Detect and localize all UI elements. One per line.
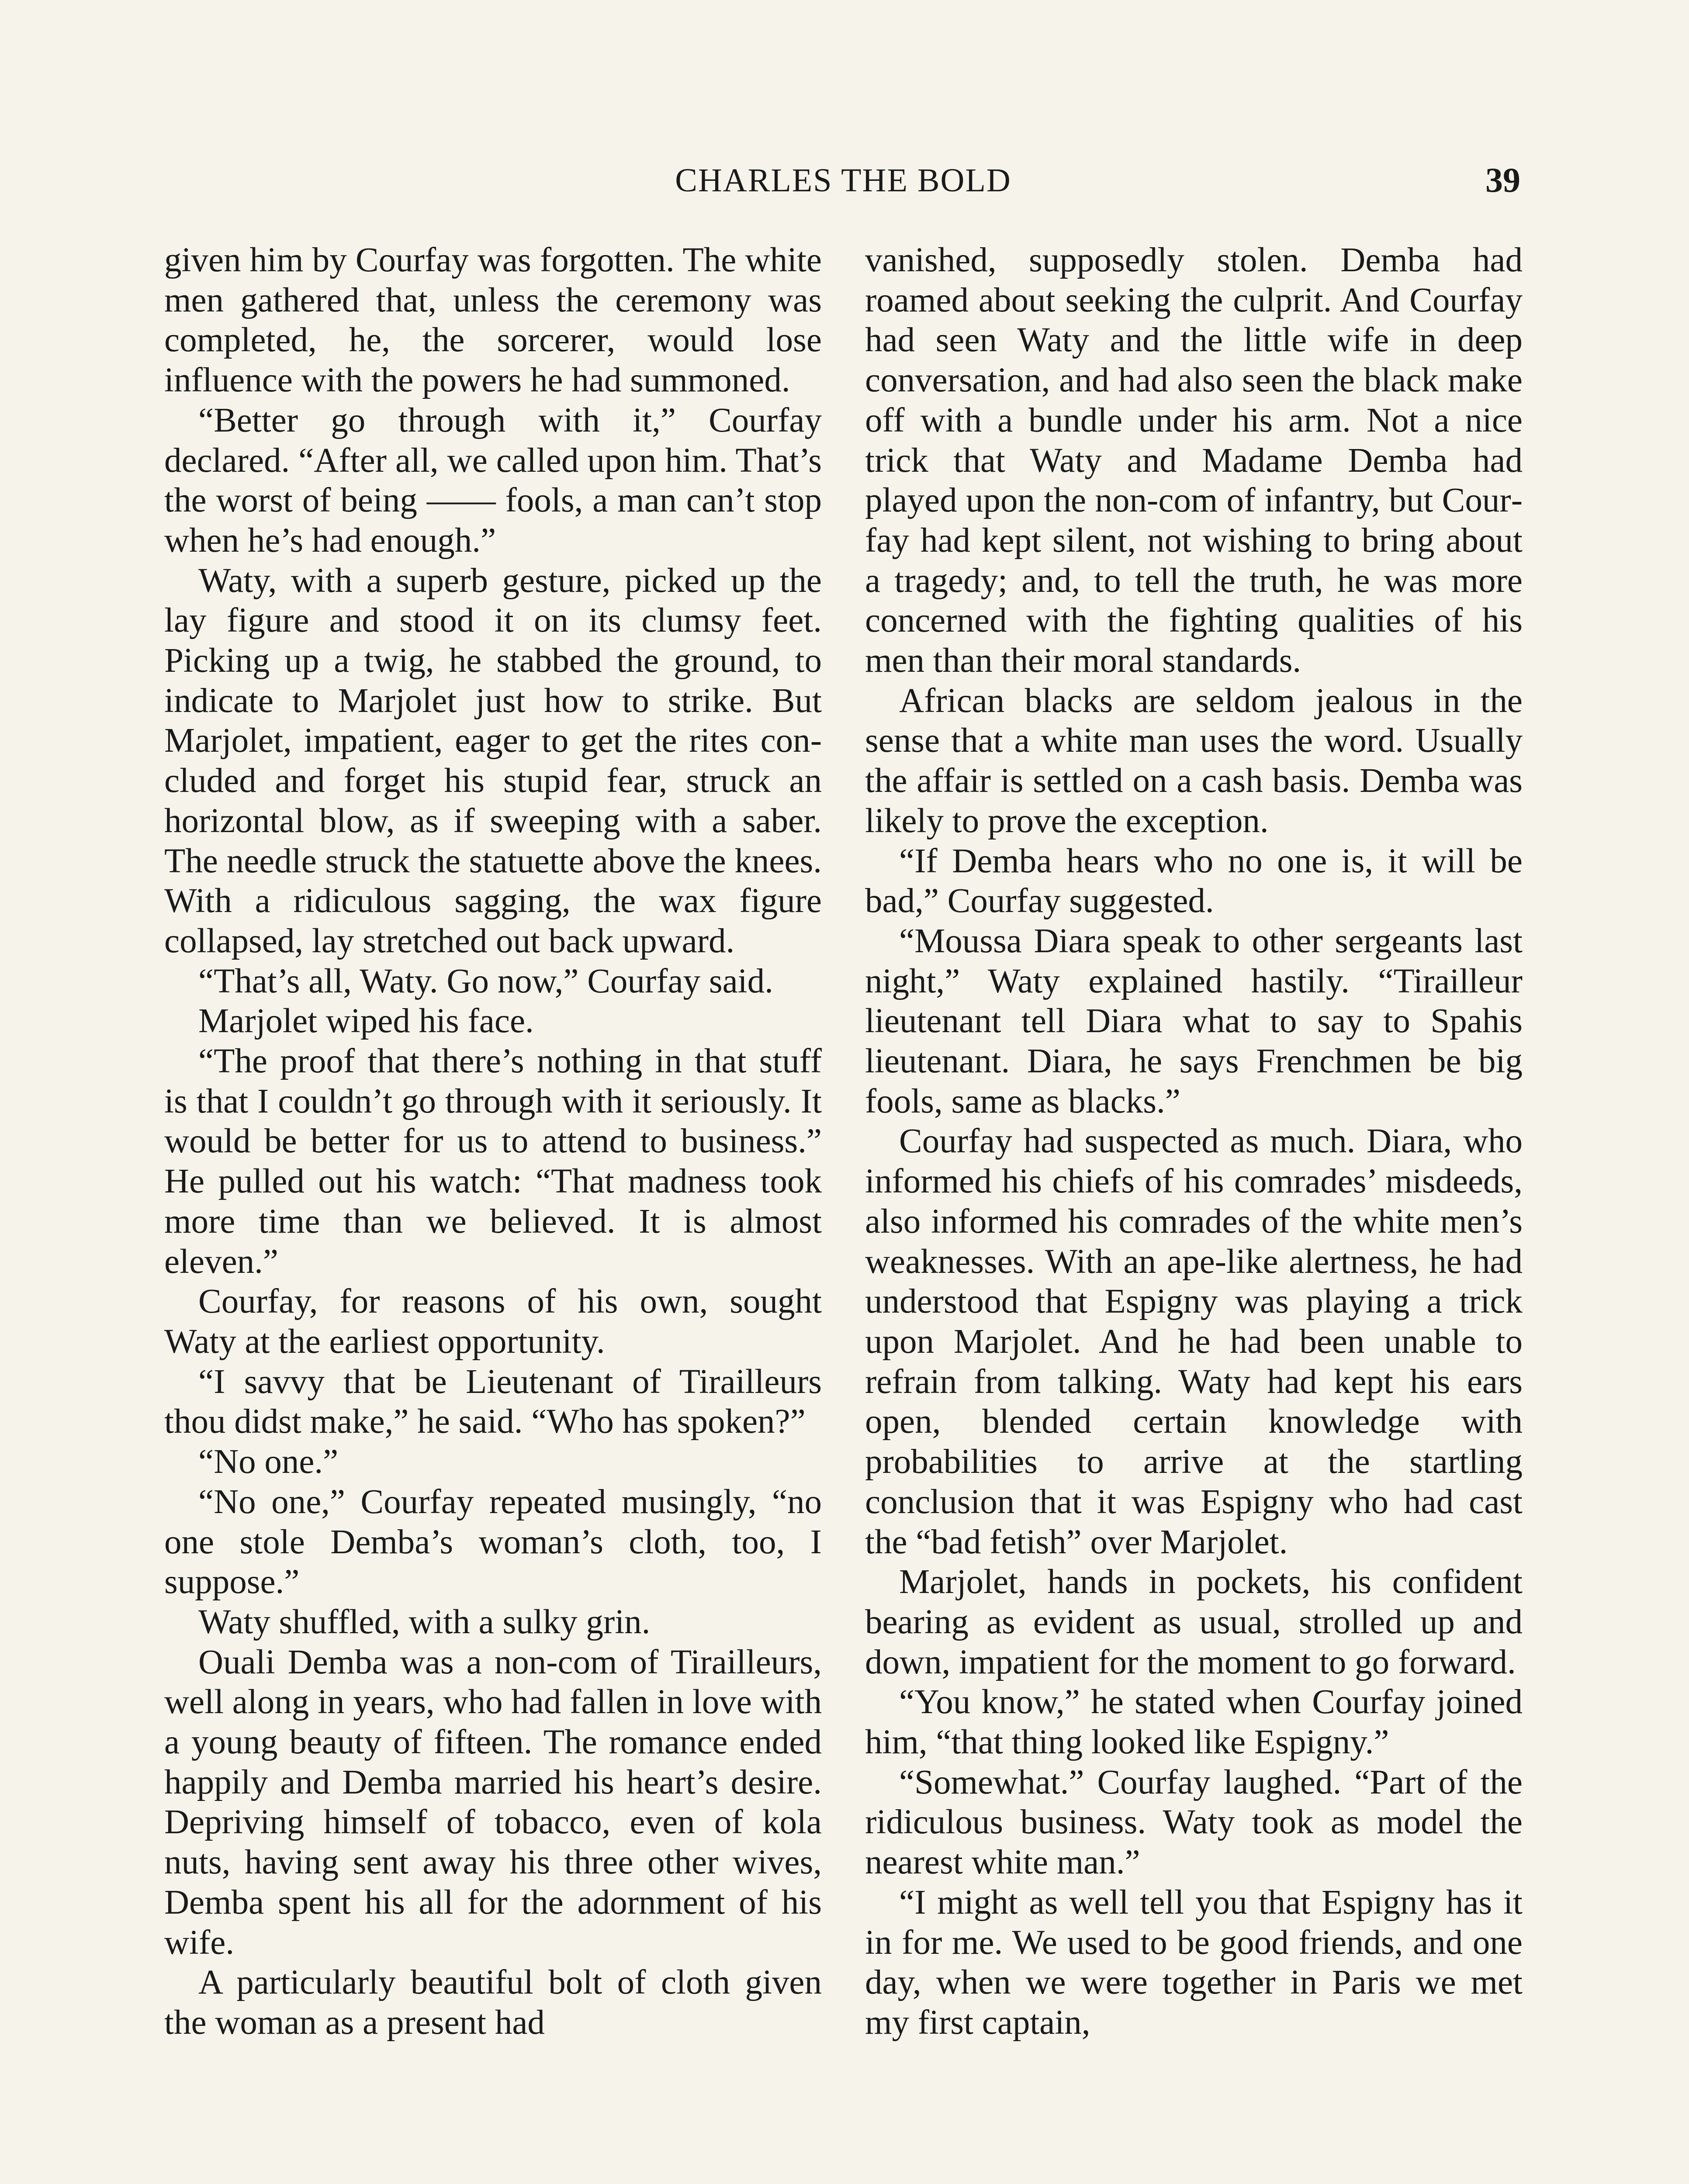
paragraph: “The proof that there’s nothing in that stuff is that I couldn’t go through with it seriously. It would be better for us to attend to business.” He pulled out his watch: “That madness took more time than we believed. It is almost eleven.” [164,1042,822,1281]
paragraph: “That’s all, Waty. Go now,” Courfay said. [198,962,773,1000]
paragraph: “I savvy that be Lieutenant of Tirailleurs thou didst make,” he said. “Who has spoken?” [164,1362,822,1441]
paragraph: “If Demba hears who no one is, it will be bad,” Courfay suggested. [865,842,1523,920]
right-column [865,240,1523,2043]
paragraph: Marjolet, hands in pockets, his confident bearing as evident as usual, strolled up and down, impatient for the moment to go forward. [865,1563,1523,1681]
paragraph: “No one,” Courfay repeated musingly, “no one stole Demba’s woman’s cloth, too, I suppose.” [164,1482,822,1601]
paragraph: Waty shuffled, with a sulky grin. [198,1603,651,1641]
paragraph: “No one.” [198,1443,339,1481]
paragraph: “Moussa Diara speak to other sergeants last night,” Waty explained hastily. “Tirailleur lieutenant tell Diara what to say to Spahis lieutenant. Diara, he says Frenchmen be big fools, same as blacks.” [865,922,1523,1120]
paragraph: Courfay had suspected as much. Diara, who informed his chiefs of his comrades’ misdeeds, also informed his comrades of the white men’s weaknesses. With an ape-like alertness, he had understood that Espigny was playing a trick upon Marjolet. And he had been unable to refrain from talking. Waty had kept his ears open, blended certain knowledge with probabilities to arrive at the startling conclusion that it was Espigny who had cast the “bad fetish” over Marjolet. [865,1122,1523,1561]
paragraph: “I might as well tell you that Espigny has it in for me. We used to be good friends, and one day, when we were together in Paris we met my first captain, [865,1883,1523,2042]
paragraph: African blacks are seldom jealous in the sense that a white man uses the word. Usually the affair is settled on a cash basis. Demba was likely to prove the exception. [865,681,1523,840]
paragraph: given him by Courfay was forgotten. The white men gathered that, unless the ceremony was completed, he, the sorcerer, would lose influence with the powers he had summoned. [164,241,822,400]
paragraph: “Better go through with it,” Courfay declared. “After all, we called upon him. That’s the worst of being —— fools, a man can’t stop when he’s had enough.” [164,401,822,560]
paragraph: Waty, with a superb gesture, picked up the lay figure and stood it on its clumsy feet. Picking up a twig, he stabbed the ground, to indicate to Marjolet just how to strike. But Marjolet, impatient, eager to get the rites concluded and forget his stupid fear, struck an horizontal blow, as if sweeping with a saber. The needle struck the statuette above the knees. With a ridiculous sagging, the wax figure collapsed, lay stretched out back upward. [164,561,822,960]
left-column [164,240,822,2043]
paragraph: A particularly beautiful bolt of cloth given the woman as a present had [164,1963,822,2042]
paragraph: Ouali Demba was a non-com of Tirailleurs, well along in years, who had fallen in love with a young beauty of fifteen. The romance ended happily and Demba married his heart’s desire. Depriving himself of tobacco, even of kola nuts, having sent away his three other wives, Demba spent his all for the adornment of his wife. [164,1643,822,1962]
paragraph: Courfay, for reasons of his own, sought Waty at the earliest opportunity. [164,1282,822,1361]
running-head: CHARLES THE BOLD [675,162,1011,199]
page-header [166,156,1520,204]
paragraph: Marjolet wiped his face. [198,1002,534,1040]
paragraph: “You know,” he stated when Courfay joined him, “that thing looked like Espigny.” [865,1683,1523,1762]
paragraph: vanished, supposedly stolen. Demba had roamed about seeking the culprit. And Courfay had seen Waty and the little wife in deep conversation, and had also seen the black make off with a bundle under his arm. Not a nice trick that Waty and Madame Demba had played upon the non-com of infantry, but Courfay had kept silent, not wishing to bring about a tragedy; and, to tell the truth, he was more concerned with the fighting qualities of his men than their moral standards. [865,241,1523,680]
paragraph: “Somewhat.” Courfay laughed. “Part of the ridiculous business. Waty took as model the nearest white man.” [865,1763,1523,1882]
page-number: 39 [1485,161,1520,200]
